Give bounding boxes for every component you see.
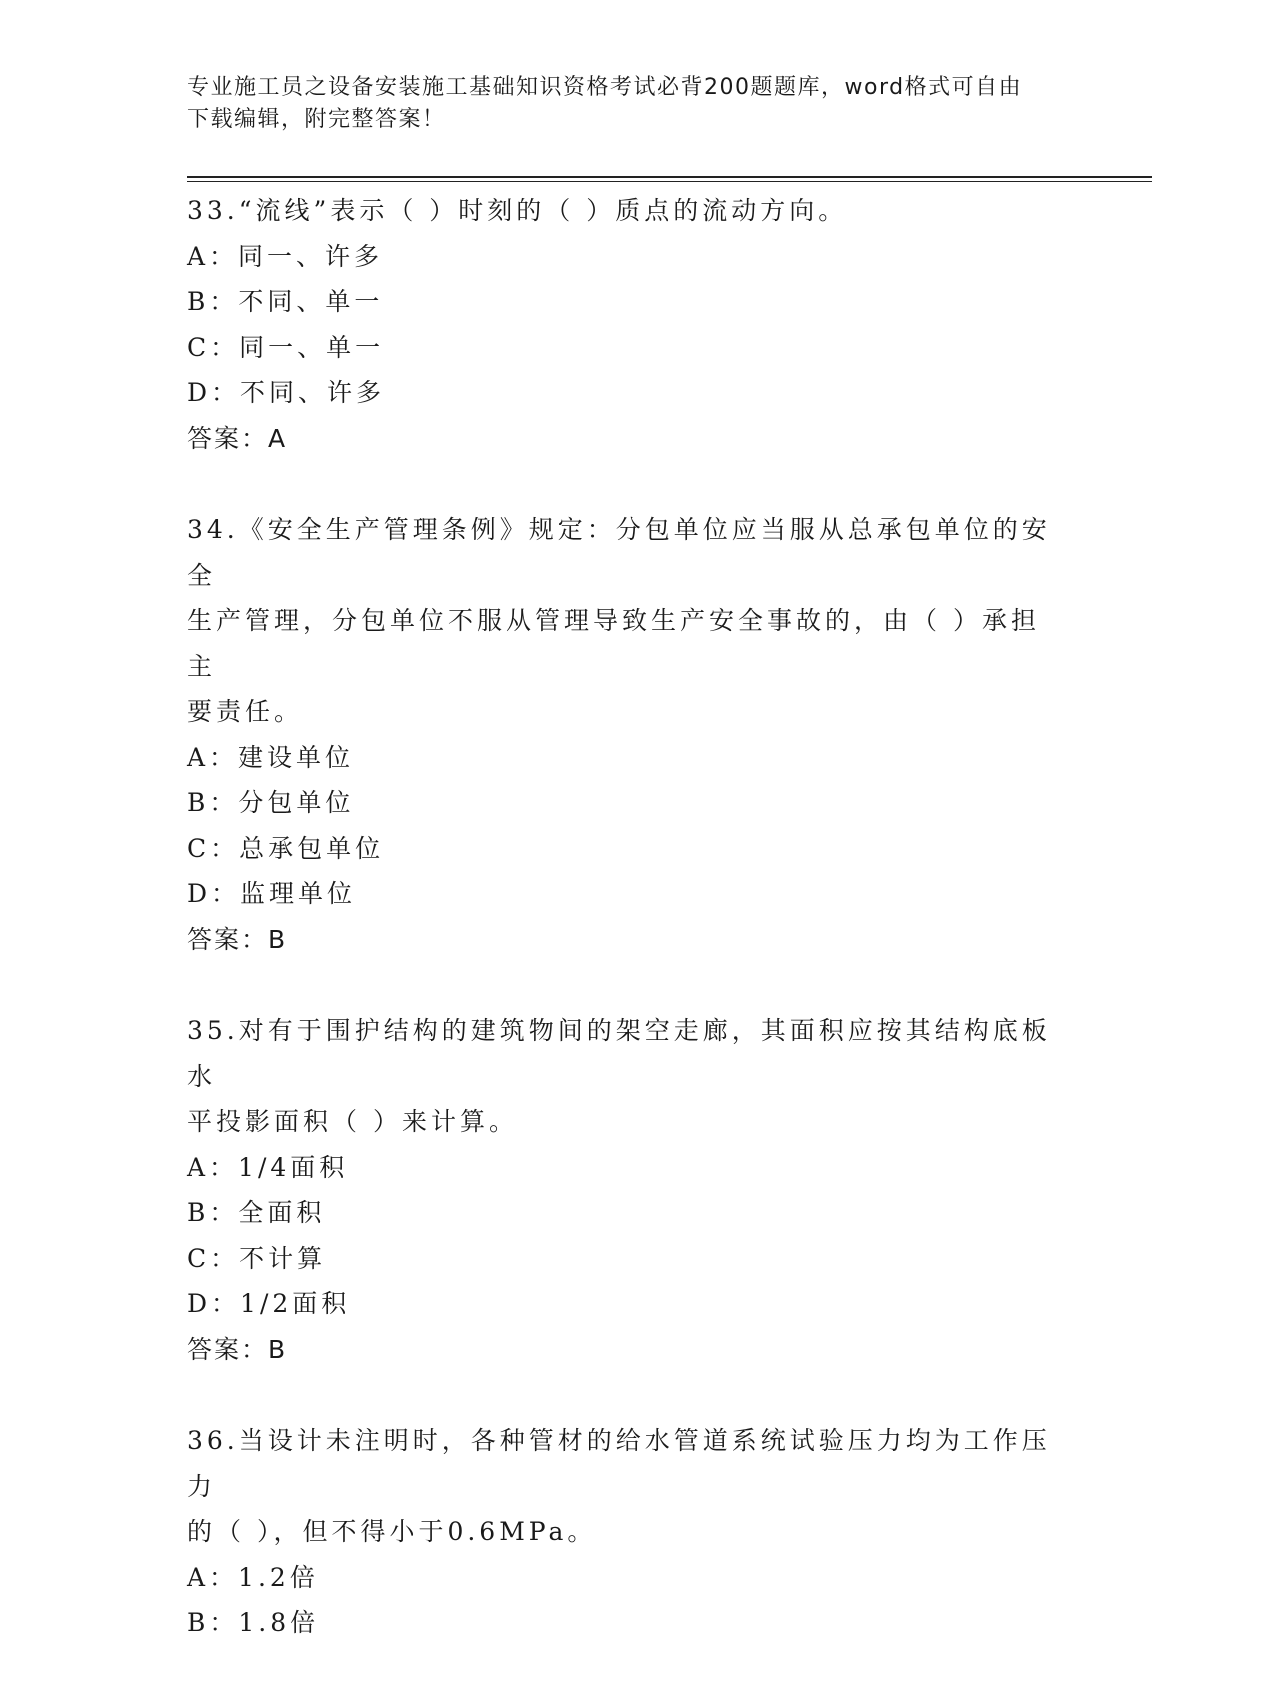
question-stem: 平投影面积（ ）来计算。 <box>187 1107 518 1136</box>
option-a: A：1/4面积 <box>187 1152 349 1182</box>
question-stem: 要责任。 <box>187 697 304 726</box>
header-divider-thin <box>187 181 1152 182</box>
header-line-2: 下载编辑，附完整答案！ <box>187 107 446 132</box>
question-stem: 34.《安全生产管理条例》规定：分包单位应当服从总承包单位的安全 <box>187 515 1051 590</box>
option-d: D：监理单位 <box>187 879 357 908</box>
question-stem: 生产管理，分包单位不服从管理导致生产安全事故的，由（ ）承担主 <box>187 606 1040 681</box>
question-35 <box>187 1008 1067 1372</box>
option-b: B：1.8倍 <box>187 1608 320 1637</box>
question-36 <box>187 1418 1067 1646</box>
answer-label: 答案：B <box>187 924 288 954</box>
document-header <box>187 72 1067 136</box>
answer-label: 答案：B <box>187 1334 288 1364</box>
answer-label: 答案：A <box>187 423 288 453</box>
option-c: C：同一、单一 <box>187 332 385 362</box>
question-33 <box>187 188 1067 461</box>
question-stem: 36.当设计未注明时，各种管材的给水管道系统试验压力均为工作压力 <box>187 1426 1051 1501</box>
option-b: B：不同、单一 <box>187 287 384 316</box>
option-a: A：1.2倍 <box>187 1562 319 1592</box>
header-line-1: 专业施工员之设备安装施工基础知识资格考试必背200题题库，word格式可自由 <box>187 75 1023 100</box>
option-d: D：不同、许多 <box>187 378 386 407</box>
header-divider-thick <box>187 176 1152 178</box>
option-a: A：建设单位 <box>187 742 355 772</box>
question-list <box>187 188 1067 1692</box>
option-b: B：全面积 <box>187 1198 326 1227</box>
option-a: A：同一、许多 <box>187 241 384 271</box>
option-c: C：总承包单位 <box>187 833 385 863</box>
option-b: B：分包单位 <box>187 788 355 817</box>
option-c: C：不计算 <box>187 1243 327 1273</box>
option-d: D：1/2面积 <box>187 1289 351 1318</box>
question-stem: 的（ ），但不得小于0.6MPa。 <box>187 1517 597 1546</box>
question-34 <box>187 507 1067 962</box>
question-stem: 35.对有于围护结构的建筑物间的架空走廊，其面积应按其结构底板水 <box>187 1016 1051 1091</box>
question-stem: 33.“流线”表示（ ）时刻的（ ）质点的流动方向。 <box>187 196 848 225</box>
